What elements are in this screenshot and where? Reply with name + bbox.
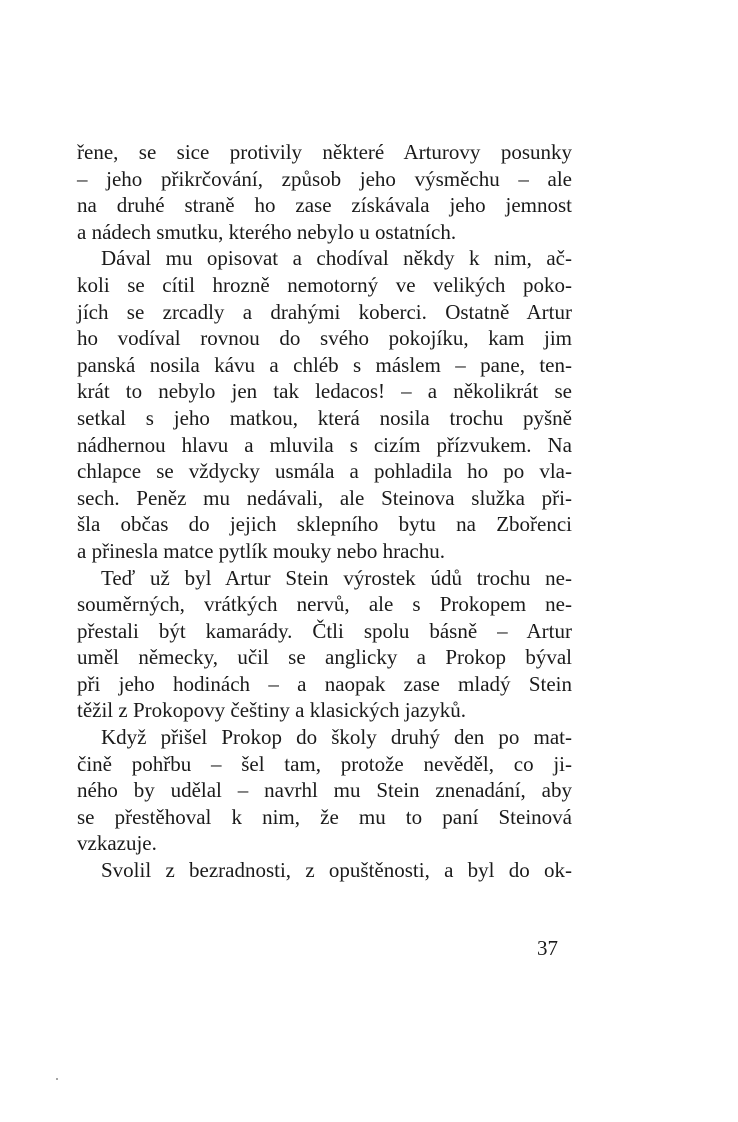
- text-line: Když přišel Prokop do školy druhý den po mat-: [101, 725, 572, 750]
- text-line: a nádech smutku, kterého nebylo u ostatních.: [77, 219, 457, 244]
- paragraph: [77, 245, 572, 564]
- paper-speck: [56, 1078, 58, 1080]
- text-line: nádhernou hlavu a mluvila s cizím přízvukem. Na: [77, 432, 572, 457]
- paragraph: [77, 139, 572, 245]
- text-line: čině pohřbu – šel tam, protože nevěděl, co ji-: [77, 751, 572, 776]
- text-line: ného by udělal – navrhl mu Stein znenadání, aby: [77, 778, 572, 803]
- text-line: krát to nebylo jen tak ledacos! – a několikrát se: [77, 379, 572, 404]
- text-line: řene, se sice protivily některé Arturovy posunky: [77, 140, 572, 164]
- text-line: chlapce se vždycky usmála a pohladila ho po vla-: [77, 459, 572, 484]
- text-line: při jeho hodinách – a naopak zase mladý Stein: [77, 671, 572, 696]
- paragraph: [77, 857, 572, 884]
- text-line: koli se cítil hrozně nemotorný ve velikých poko-: [77, 272, 572, 297]
- text-line: těžil z Prokopovy češtiny a klasických jazyků.: [77, 698, 466, 723]
- text-line: Svolil z bezradnosti, z opuštěnosti, a byl do ok-: [101, 858, 572, 883]
- text-line: přestali být kamarády. Čtli spolu básně – Artur: [77, 618, 572, 643]
- text-line: panská nosila kávu a chléb s máslem – pane, ten-: [77, 352, 572, 377]
- text-line: šla občas do jejich sklepního bytu na Zbořenci: [77, 512, 572, 537]
- page-number: 37: [537, 936, 558, 960]
- text-line: – jeho přikrčování, způsob jeho výsměchu – ale: [77, 166, 572, 191]
- text-line: a přinesla matce pytlík mouky nebo hrachu.: [77, 538, 445, 563]
- text-line: na druhé straně ho zase získávala jeho jemnost: [77, 193, 572, 218]
- text-line: vzkazuje.: [77, 831, 157, 856]
- body-text: [77, 139, 572, 884]
- text-line: Teď už byl Artur Stein výrostek údů trochu ne-: [101, 565, 572, 590]
- text-line: setkal s jeho matkou, která nosila trochu pyšně: [77, 405, 572, 430]
- text-line: uměl německy, učil se anglicky a Prokop býval: [77, 645, 572, 670]
- paragraph: [77, 565, 572, 725]
- text-line: se přestěhoval k nim, že mu to paní Steinová: [77, 804, 572, 829]
- text-line: ho vodíval rovnou do svého pokojíku, kam jim: [77, 326, 572, 351]
- paragraph: [77, 724, 572, 857]
- text-line: souměrných, vrátkých nervů, ale s Prokopem ne-: [77, 592, 572, 617]
- text-line: jích se zrcadly a drahými koberci. Ostatně Artur: [77, 299, 572, 324]
- text-line: Dával mu opisovat a chodíval někdy k nim, ač-: [101, 246, 572, 271]
- text-line: sech. Peněz mu nedávali, ale Steinova služka při-: [77, 485, 572, 510]
